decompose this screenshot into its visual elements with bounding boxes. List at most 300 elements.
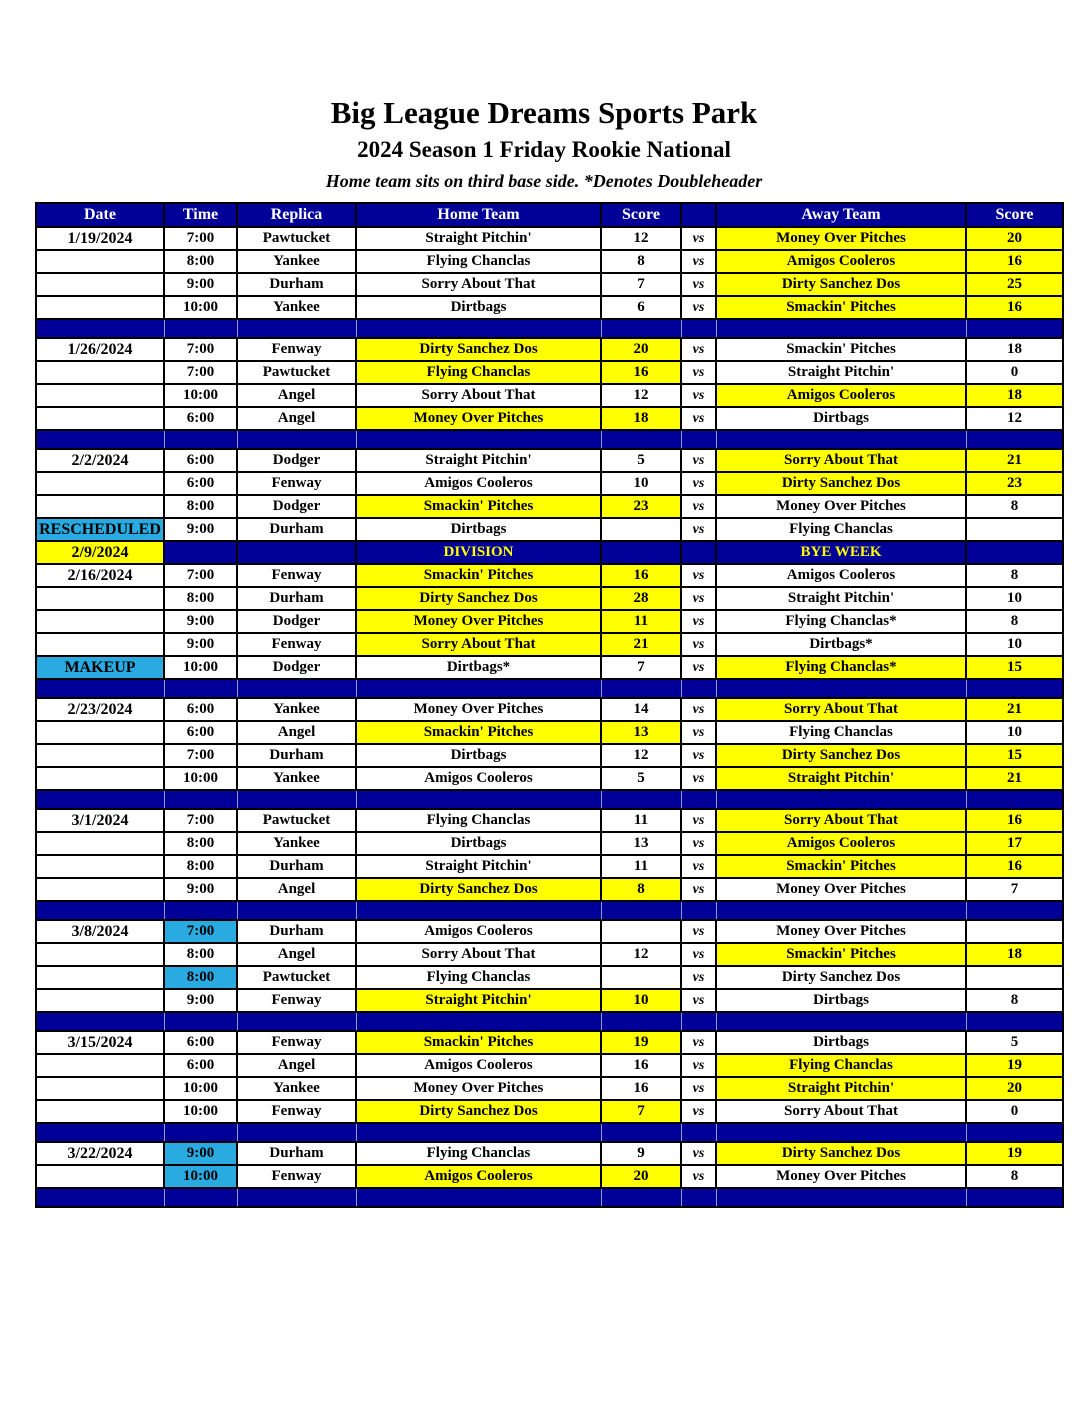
away-team-cell: Money Over Pitches: [716, 227, 966, 250]
game-row: [36, 878, 1063, 901]
separator-date-cell: [36, 790, 164, 809]
replica-cell: Fenway: [237, 633, 356, 656]
separator-home-team-cell: [356, 319, 601, 338]
separator-away-score-cell: [966, 679, 1063, 698]
game-row: [36, 855, 1063, 878]
away-score-cell: 0: [966, 361, 1063, 384]
date-cell: 3/8/2024: [36, 920, 164, 943]
separator-row: [36, 790, 1063, 809]
game-row: [36, 587, 1063, 610]
away-score-cell: 16: [966, 809, 1063, 832]
home-team-cell: Dirtbags: [356, 518, 601, 541]
away-score-cell: [966, 920, 1063, 943]
vs-cell: vs: [681, 633, 716, 656]
away-score-cell: 16: [966, 250, 1063, 273]
replica-cell: Angel: [237, 943, 356, 966]
separator-away-team-cell: [716, 1123, 966, 1142]
home-score-cell: 16: [601, 1077, 681, 1100]
home-team-cell: Amigos Cooleros: [356, 920, 601, 943]
vs-cell: vs: [681, 518, 716, 541]
game-row: [36, 564, 1063, 587]
replica-cell: Dodger: [237, 656, 356, 679]
separator-time-cell: [164, 319, 237, 338]
date-cell: [36, 767, 164, 790]
game-row: [36, 809, 1063, 832]
away-team-cell: Dirty Sanchez Dos: [716, 744, 966, 767]
separator-date-cell: [36, 1188, 164, 1207]
date-cell: 3/1/2024: [36, 809, 164, 832]
time-cell: 6:00: [164, 407, 237, 430]
home-team-cell: Flying Chanclas: [356, 966, 601, 989]
vs-cell: vs: [681, 361, 716, 384]
away-score-cell: 18: [966, 338, 1063, 361]
vs-cell: vs: [681, 809, 716, 832]
separator-home-score-cell: [601, 430, 681, 449]
home-team-cell: Smackin' Pitches: [356, 1031, 601, 1054]
home-team-cell: Amigos Cooleros: [356, 472, 601, 495]
date-cell: 2/9/2024: [36, 541, 164, 564]
home-team-cell: Money Over Pitches: [356, 1077, 601, 1100]
home-score-cell: 12: [601, 744, 681, 767]
replica-cell: Dodger: [237, 610, 356, 633]
separator-away-score-cell: [966, 1188, 1063, 1207]
time-cell: 7:00: [164, 564, 237, 587]
vs-cell: vs: [681, 472, 716, 495]
separator-home-team-cell: [356, 1012, 601, 1031]
game-row: [36, 920, 1063, 943]
time-cell: 7:00: [164, 227, 237, 250]
replica-cell: Fenway: [237, 1165, 356, 1188]
away-team-cell: Money Over Pitches: [716, 1165, 966, 1188]
away-team-cell: Dirtbags*: [716, 633, 966, 656]
vs-cell: vs: [681, 250, 716, 273]
separator-date-cell: [36, 319, 164, 338]
game-row: [36, 1077, 1063, 1100]
date-cell: [36, 407, 164, 430]
replica-cell: Pawtucket: [237, 227, 356, 250]
date-cell: [36, 633, 164, 656]
separator-replica-cell: [237, 430, 356, 449]
away-score-cell: 21: [966, 449, 1063, 472]
time-cell: 10:00: [164, 1077, 237, 1100]
separator-replica-cell: [237, 679, 356, 698]
time-cell: 10:00: [164, 767, 237, 790]
replica-cell: Fenway: [237, 989, 356, 1012]
time-cell: 6:00: [164, 472, 237, 495]
time-cell: 7:00: [164, 809, 237, 832]
vs-cell: vs: [681, 744, 716, 767]
time-cell: 7:00: [164, 361, 237, 384]
away-score-cell: [966, 966, 1063, 989]
replica-cell: Yankee: [237, 832, 356, 855]
separator-replica-cell: [237, 1188, 356, 1207]
time-cell: 9:00: [164, 518, 237, 541]
time-cell: 6:00: [164, 1054, 237, 1077]
time-cell: 6:00: [164, 698, 237, 721]
separator-away-score-cell: [966, 430, 1063, 449]
date-cell: [36, 250, 164, 273]
home-team-cell: Smackin' Pitches: [356, 721, 601, 744]
date-cell: 1/26/2024: [36, 338, 164, 361]
vs-cell: vs: [681, 698, 716, 721]
date-cell: 3/22/2024: [36, 1142, 164, 1165]
time-cell: 10:00: [164, 384, 237, 407]
vs-cell: vs: [681, 966, 716, 989]
away-score-cell: 19: [966, 1054, 1063, 1077]
column-header-away-score: Score: [966, 203, 1063, 227]
page-subtitle: 2024 Season 1 Friday Rookie National: [357, 137, 731, 162]
vs-cell: vs: [681, 878, 716, 901]
separator-home-team-cell: [356, 430, 601, 449]
home-score-cell: 12: [601, 227, 681, 250]
home-score-cell: 16: [601, 564, 681, 587]
game-row: [36, 449, 1063, 472]
away-team-cell: Dirtbags: [716, 989, 966, 1012]
time-cell: 10:00: [164, 1165, 237, 1188]
bye-week-row: [36, 541, 1063, 564]
game-row: [36, 767, 1063, 790]
replica-cell: Pawtucket: [237, 361, 356, 384]
home-score-cell: 13: [601, 832, 681, 855]
away-team-cell: Straight Pitchin': [716, 361, 966, 384]
home-score-cell: [601, 541, 681, 564]
replica-cell: Fenway: [237, 564, 356, 587]
away-score-cell: 19: [966, 1142, 1063, 1165]
time-cell: 8:00: [164, 495, 237, 518]
away-team-cell: Straight Pitchin': [716, 767, 966, 790]
page-header: [0, 0, 1088, 192]
game-row: [36, 989, 1063, 1012]
away-team-cell: Smackin' Pitches: [716, 296, 966, 319]
time-cell: 8:00: [164, 966, 237, 989]
separator-time-cell: [164, 790, 237, 809]
game-row: [36, 495, 1063, 518]
separator-home-team-cell: [356, 790, 601, 809]
replica-cell: Yankee: [237, 767, 356, 790]
away-score-cell: 8: [966, 495, 1063, 518]
separator-home-score-cell: [601, 790, 681, 809]
away-team-cell: Flying Chanclas: [716, 721, 966, 744]
home-score-cell: 19: [601, 1031, 681, 1054]
game-row: [36, 1031, 1063, 1054]
away-score-cell: 15: [966, 656, 1063, 679]
vs-cell: [681, 541, 716, 564]
separator-away-score-cell: [966, 790, 1063, 809]
away-score-cell: 12: [966, 407, 1063, 430]
replica-cell: Durham: [237, 1142, 356, 1165]
away-team-cell: Flying Chanclas*: [716, 656, 966, 679]
home-team-cell: Straight Pitchin': [356, 989, 601, 1012]
separator-home-score-cell: [601, 1012, 681, 1031]
separator-home-score-cell: [601, 319, 681, 338]
away-score-cell: 17: [966, 832, 1063, 855]
away-score-cell: 21: [966, 767, 1063, 790]
home-score-cell: 6: [601, 296, 681, 319]
away-score-cell: 8: [966, 1165, 1063, 1188]
replica-cell: Yankee: [237, 1077, 356, 1100]
column-header-date: Date: [36, 203, 164, 227]
separator-vs-cell: [681, 1123, 716, 1142]
home-team-cell: Dirtbags: [356, 744, 601, 767]
home-score-cell: 23: [601, 495, 681, 518]
replica-cell: Fenway: [237, 1100, 356, 1123]
replica-cell: Yankee: [237, 296, 356, 319]
home-team-cell: Dirty Sanchez Dos: [356, 338, 601, 361]
home-team-cell: Amigos Cooleros: [356, 1054, 601, 1077]
separator-row: [36, 1012, 1063, 1031]
separator-away-team-cell: [716, 1012, 966, 1031]
separator-vs-cell: [681, 319, 716, 338]
date-cell: [36, 296, 164, 319]
home-score-cell: 28: [601, 587, 681, 610]
vs-cell: vs: [681, 449, 716, 472]
home-score-cell: 11: [601, 809, 681, 832]
game-row: [36, 1142, 1063, 1165]
away-score-cell: [966, 518, 1063, 541]
home-team-cell: Straight Pitchin': [356, 227, 601, 250]
game-row: [36, 518, 1063, 541]
separator-away-team-cell: [716, 1188, 966, 1207]
schedule-table: [35, 202, 1064, 1208]
home-score-cell: 14: [601, 698, 681, 721]
time-cell: 9:00: [164, 633, 237, 656]
separator-replica-cell: [237, 1123, 356, 1142]
away-team-cell: Dirty Sanchez Dos: [716, 273, 966, 296]
separator-time-cell: [164, 901, 237, 920]
replica-cell: Angel: [237, 721, 356, 744]
away-team-cell: Flying Chanclas: [716, 1054, 966, 1077]
home-team-cell: Amigos Cooleros: [356, 767, 601, 790]
home-team-cell: Dirty Sanchez Dos: [356, 1100, 601, 1123]
time-cell: 6:00: [164, 1031, 237, 1054]
away-score-cell: 10: [966, 721, 1063, 744]
away-team-cell: Amigos Cooleros: [716, 384, 966, 407]
vs-cell: vs: [681, 943, 716, 966]
date-cell: [36, 966, 164, 989]
separator-vs-cell: [681, 430, 716, 449]
vs-cell: vs: [681, 610, 716, 633]
column-header-replica: Replica: [237, 203, 356, 227]
separator-home-score-cell: [601, 901, 681, 920]
home-score-cell: 12: [601, 384, 681, 407]
game-row: [36, 1100, 1063, 1123]
separator-time-cell: [164, 430, 237, 449]
home-score-cell: 5: [601, 767, 681, 790]
vs-cell: vs: [681, 1054, 716, 1077]
home-score-cell: 16: [601, 1054, 681, 1077]
separator-row: [36, 679, 1063, 698]
home-score-cell: 8: [601, 250, 681, 273]
away-team-cell: Money Over Pitches: [716, 878, 966, 901]
away-team-cell: Sorry About That: [716, 698, 966, 721]
away-team-cell: Amigos Cooleros: [716, 564, 966, 587]
page-note: Home team sits on third base side. *Denotes Doubleheader: [325, 171, 763, 191]
separator-date-cell: [36, 1012, 164, 1031]
away-team-cell: Money Over Pitches: [716, 920, 966, 943]
date-cell: RESCHEDULED: [36, 518, 164, 541]
date-cell: [36, 943, 164, 966]
away-score-cell: 10: [966, 587, 1063, 610]
date-cell: 2/16/2024: [36, 564, 164, 587]
home-team-cell: Smackin' Pitches: [356, 495, 601, 518]
away-team-cell: Smackin' Pitches: [716, 943, 966, 966]
time-cell: 8:00: [164, 832, 237, 855]
game-row: [36, 361, 1063, 384]
home-team-cell: Flying Chanclas: [356, 1142, 601, 1165]
replica-cell: Durham: [237, 920, 356, 943]
replica-cell: Fenway: [237, 472, 356, 495]
home-team-cell: Money Over Pitches: [356, 407, 601, 430]
separator-row: [36, 319, 1063, 338]
away-team-cell: Money Over Pitches: [716, 495, 966, 518]
date-cell: 3/15/2024: [36, 1031, 164, 1054]
home-team-cell: Straight Pitchin': [356, 855, 601, 878]
column-header-home-team: Home Team: [356, 203, 601, 227]
vs-cell: vs: [681, 1142, 716, 1165]
home-score-cell: 18: [601, 407, 681, 430]
vs-cell: vs: [681, 832, 716, 855]
home-team-cell: Smackin' Pitches: [356, 564, 601, 587]
vs-cell: vs: [681, 407, 716, 430]
page-title: Big League Dreams Sports Park: [330, 95, 758, 130]
home-score-cell: 10: [601, 472, 681, 495]
home-score-cell: 20: [601, 338, 681, 361]
separator-away-team-cell: [716, 790, 966, 809]
away-score-cell: 21: [966, 698, 1063, 721]
separator-row: [36, 1188, 1063, 1207]
away-team-cell: Sorry About That: [716, 449, 966, 472]
away-score-cell: 16: [966, 855, 1063, 878]
replica-cell: Durham: [237, 518, 356, 541]
home-team-cell: Straight Pitchin': [356, 449, 601, 472]
date-cell: [36, 610, 164, 633]
date-cell: [36, 989, 164, 1012]
vs-cell: vs: [681, 767, 716, 790]
vs-cell: vs: [681, 227, 716, 250]
date-cell: 1/19/2024: [36, 227, 164, 250]
home-score-cell: 12: [601, 943, 681, 966]
game-row: [36, 744, 1063, 767]
away-score-cell: 7: [966, 878, 1063, 901]
separator-home-team-cell: [356, 901, 601, 920]
away-score-cell: 20: [966, 227, 1063, 250]
date-cell: [36, 1100, 164, 1123]
vs-cell: vs: [681, 855, 716, 878]
away-score-cell: 8: [966, 564, 1063, 587]
time-cell: 7:00: [164, 338, 237, 361]
away-team-cell: BYE WEEK: [716, 541, 966, 564]
vs-cell: vs: [681, 1031, 716, 1054]
separator-date-cell: [36, 901, 164, 920]
date-cell: [36, 721, 164, 744]
date-cell: 2/2/2024: [36, 449, 164, 472]
away-score-cell: 10: [966, 633, 1063, 656]
separator-away-team-cell: [716, 679, 966, 698]
separator-vs-cell: [681, 790, 716, 809]
vs-cell: vs: [681, 1165, 716, 1188]
replica-cell: Yankee: [237, 698, 356, 721]
game-row: [36, 721, 1063, 744]
date-cell: [36, 587, 164, 610]
vs-cell: vs: [681, 1100, 716, 1123]
separator-vs-cell: [681, 679, 716, 698]
away-score-cell: 8: [966, 610, 1063, 633]
away-team-cell: Dirtbags: [716, 407, 966, 430]
away-team-cell: Amigos Cooleros: [716, 832, 966, 855]
vs-cell: vs: [681, 296, 716, 319]
away-score-cell: 15: [966, 744, 1063, 767]
date-cell: [36, 832, 164, 855]
game-row: [36, 943, 1063, 966]
replica-cell: Angel: [237, 407, 356, 430]
home-score-cell: 13: [601, 721, 681, 744]
replica-cell: Durham: [237, 855, 356, 878]
home-score-cell: [601, 920, 681, 943]
game-row: [36, 832, 1063, 855]
date-cell: [36, 1054, 164, 1077]
date-cell: [36, 1077, 164, 1100]
away-team-cell: Flying Chanclas*: [716, 610, 966, 633]
away-score-cell: 25: [966, 273, 1063, 296]
home-team-cell: Dirtbags: [356, 832, 601, 855]
separator-vs-cell: [681, 1188, 716, 1207]
date-cell: [36, 273, 164, 296]
replica-cell: Angel: [237, 878, 356, 901]
home-team-cell: Dirty Sanchez Dos: [356, 878, 601, 901]
separator-date-cell: [36, 1123, 164, 1142]
separator-home-score-cell: [601, 1188, 681, 1207]
away-score-cell: 18: [966, 943, 1063, 966]
game-row: [36, 656, 1063, 679]
away-team-cell: Dirty Sanchez Dos: [716, 966, 966, 989]
replica-cell: Angel: [237, 384, 356, 407]
game-row: [36, 273, 1063, 296]
separator-home-score-cell: [601, 1123, 681, 1142]
away-team-cell: Sorry About That: [716, 1100, 966, 1123]
column-header-time: Time: [164, 203, 237, 227]
away-team-cell: Dirty Sanchez Dos: [716, 472, 966, 495]
separator-replica-cell: [237, 319, 356, 338]
time-cell: 6:00: [164, 721, 237, 744]
home-team-cell: Flying Chanclas: [356, 361, 601, 384]
game-row: [36, 296, 1063, 319]
replica-cell: [237, 541, 356, 564]
away-team-cell: Dirtbags: [716, 1031, 966, 1054]
time-cell: 8:00: [164, 943, 237, 966]
game-row: [36, 610, 1063, 633]
schedule-table-body: [36, 227, 1063, 1207]
home-score-cell: 20: [601, 1165, 681, 1188]
game-row: [36, 1054, 1063, 1077]
date-cell: [36, 744, 164, 767]
date-cell: [36, 1165, 164, 1188]
home-score-cell: 11: [601, 855, 681, 878]
game-row: [36, 227, 1063, 250]
date-cell: [36, 855, 164, 878]
date-cell: [36, 361, 164, 384]
away-team-cell: Straight Pitchin': [716, 1077, 966, 1100]
time-cell: 9:00: [164, 878, 237, 901]
time-cell: 10:00: [164, 656, 237, 679]
time-cell: 7:00: [164, 920, 237, 943]
away-score-cell: 23: [966, 472, 1063, 495]
separator-home-team-cell: [356, 679, 601, 698]
replica-cell: Dodger: [237, 495, 356, 518]
date-cell: [36, 878, 164, 901]
home-team-cell: Flying Chanclas: [356, 809, 601, 832]
separator-away-score-cell: [966, 901, 1063, 920]
separator-away-score-cell: [966, 319, 1063, 338]
